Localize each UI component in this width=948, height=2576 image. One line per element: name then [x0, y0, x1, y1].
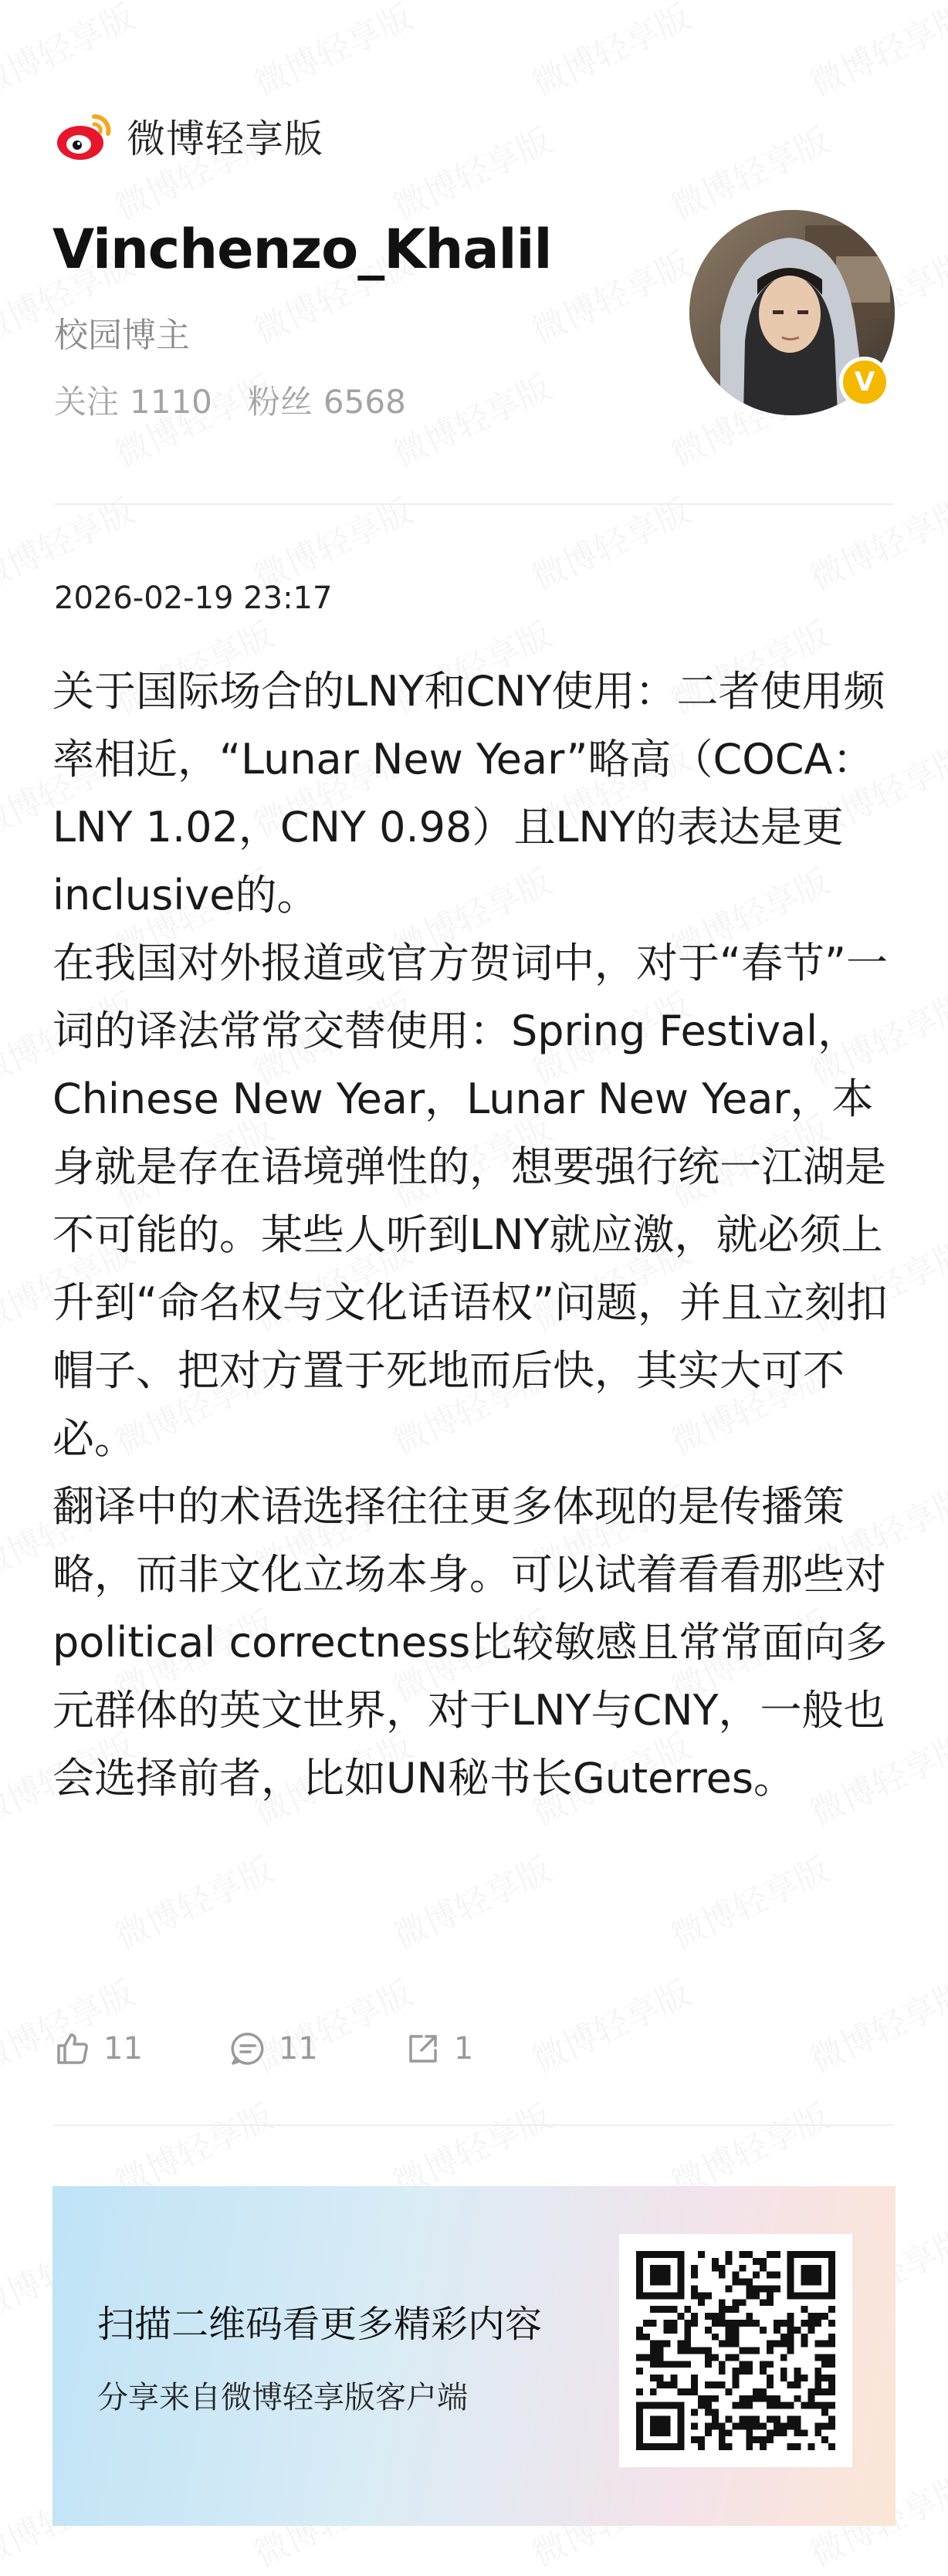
comment-button[interactable] [229, 2030, 318, 2067]
like-button[interactable] [54, 2030, 143, 2067]
watermark-text [940, 855, 948, 971]
avatar-wrap[interactable] [689, 210, 895, 415]
watermark-text [940, 608, 948, 724]
watermark-text [940, 1349, 948, 1465]
post-date: 2026-02-19 23:17 [54, 581, 333, 616]
watermark-text [801, 1966, 948, 2083]
comment-count: 11 [278, 2031, 318, 2067]
profile-divider [54, 503, 894, 505]
follow-stat[interactable] [54, 377, 212, 423]
brand-name: 微博轻享版 [127, 117, 323, 161]
watermark-text [0, 0, 141, 106]
watermark-text [940, 2337, 948, 2453]
like-count: 11 [103, 2031, 143, 2067]
watermark-text [801, 0, 948, 106]
watermark-text [940, 1843, 948, 1959]
watermark-text [384, 1843, 558, 1959]
watermark-text [940, 1102, 948, 1218]
thumbs-up-icon [54, 2030, 91, 2067]
share-card-title: 扫描二维码看更多精彩内容 [97, 2303, 543, 2346]
fans-stat[interactable] [248, 377, 406, 423]
profile-tag: 校园博主 [54, 316, 190, 355]
watermark-text [940, 1596, 948, 1712]
profile-username[interactable]: Vinchenzo_Khalil [52, 218, 552, 281]
watermark-text [801, 484, 948, 601]
share-icon [405, 2030, 442, 2067]
fans-label: 粉丝 [247, 383, 313, 421]
watermark-text [384, 113, 558, 230]
follow-count: 1110 [130, 383, 212, 421]
watermark-text [940, 2090, 948, 2206]
comment-icon [229, 2030, 266, 2067]
share-card [52, 2186, 896, 2526]
share-card-subtitle: 分享来自微博轻享版客户端 [97, 2380, 468, 2415]
qr-code-icon [636, 2251, 835, 2450]
watermark-text [940, 113, 948, 230]
actions-divider [54, 2124, 894, 2126]
follow-label: 关注 [54, 383, 120, 421]
post-actions [54, 2030, 560, 2067]
share-button[interactable] [405, 2030, 473, 2067]
verified-badge: V [839, 357, 890, 408]
watermark-text [523, 0, 697, 106]
post-paragraph: 在我国对外报道或官方贺词中，对于“春节”一词的译法常常交替使用：Spring Festival，Chinese New Year，Lunar New Year，本身就是存在语境弹性的，想要强行统一江湖是不可能的。某些人听到LNY就应激，就必须上升到“命名权与文化话语权”问题，并且立刻扣帽子、把对方置于死地而后快，其实大可不必。 [52, 939, 888, 1463]
watermark-text [662, 1843, 836, 1959]
watermark-text [245, 0, 419, 106]
weibo-logo-icon [54, 109, 114, 163]
post-paragraph: 关于国际场合的LNY和CNY使用：二者使用频率相近，“Lunar New Year”略高（COCA：LNY 1.02，CNY 0.98）且LNY的表达是更inclusive的。 [52, 667, 885, 919]
watermark-text [940, 361, 948, 477]
profile-stats [54, 377, 442, 423]
watermark-text [106, 1843, 280, 1959]
share-count: 1 [453, 2031, 474, 2067]
qr-code[interactable] [619, 2234, 852, 2467]
app-brand[interactable] [54, 108, 323, 164]
watermark-text [523, 484, 697, 601]
fans-count: 6568 [323, 383, 406, 421]
post-paragraph: 翻译中的术语选择往往更多体现的是传播策略，而非文化立场本身。可以试着看看那些对political correctness比较敏感且常常面向多元群体的英文世界，对于LNY与CNY，一般也会选择前者，比如UN秘书长Guterres。 [52, 1482, 888, 1803]
post-body [52, 658, 902, 1813]
